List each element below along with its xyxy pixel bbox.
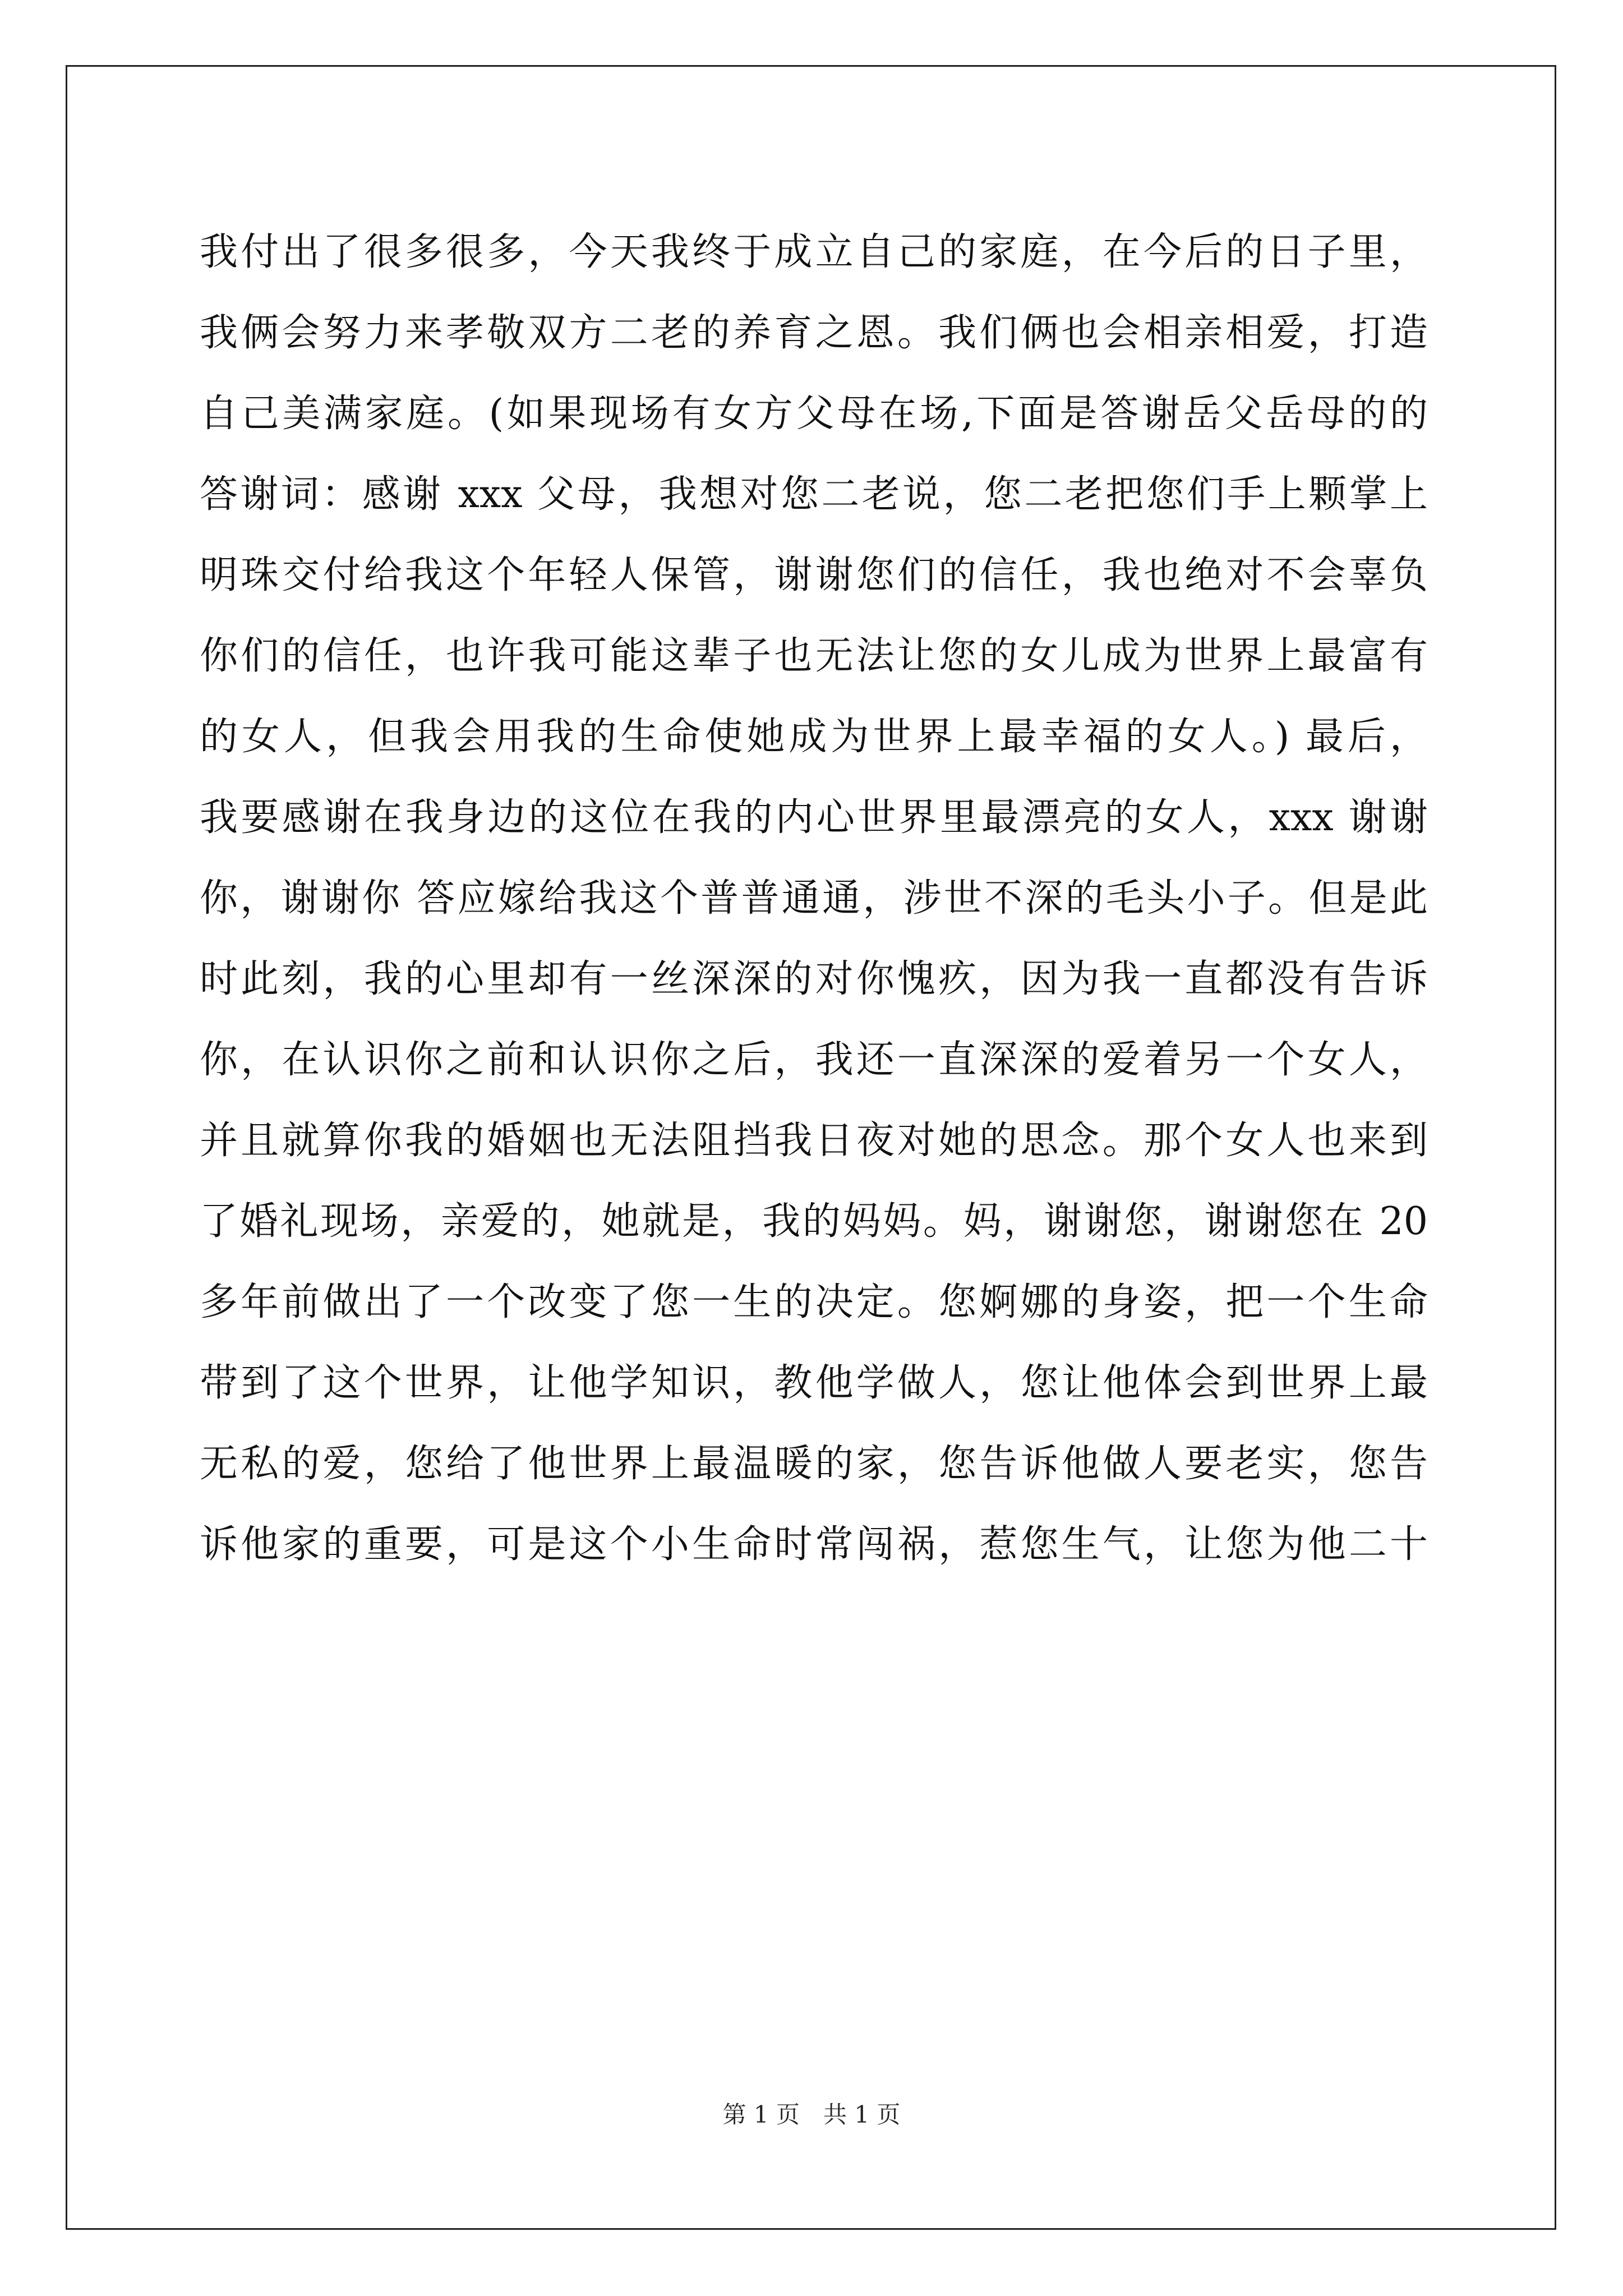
text-line: 你们的信任，也许我可能这辈子也无法让您的女儿成为世界上最富有: [200, 634, 1428, 678]
document-body: [200, 212, 1428, 1585]
text-line: 了婚礼现场，亲爱的，她就是，我的妈妈。妈，谢谢您，谢谢您在 20: [200, 1199, 1428, 1244]
text-line: 带到了这个世界，让他学知识，教他学做人，您让他体会到世界上最: [200, 1361, 1428, 1405]
text-line: 诉他家的重要，可是这个小生命时常闯祸，惹您生气，让您为他二十: [200, 1522, 1428, 1567]
text-line: 我俩会努力来孝敬双方二老的养育之恩。我们俩也会相亲相爱，打造: [200, 311, 1428, 355]
text-line: 多年前做出了一个改变了您一生的决定。您婀娜的身姿，把一个生命: [200, 1280, 1428, 1324]
text-line: 自己美满家庭。(如果现场有女方父母在场,下面是答谢岳父岳母的的: [200, 392, 1428, 436]
text-line: 的女人，但我会用我的生命使她成为世界上最幸福的女人。) 最后，: [200, 715, 1428, 759]
text-line: 你，谢谢你 答应嫁给我这个普普通通，涉世不深的毛头小子。但是此: [200, 876, 1428, 921]
text-line: 答谢词：感谢 xxx 父母，我想对您二老说，您二老把您们手上颗掌上: [200, 472, 1428, 517]
text-line: 并且就算你我的婚姻也无法阻挡我日夜对她的思念。那个女人也来到: [200, 1119, 1428, 1163]
text-line: 时此刻，我的心里却有一丝深深的对你愧疚，因为我一直都没有告诉: [200, 957, 1428, 1001]
text-line: 你，在认识你之前和认识你之后，我还一直深深的爱着另一个女人，: [200, 1038, 1428, 1082]
page-number-footer: 第 1 页 共 1 页: [722, 2101, 901, 2128]
text-line: 我付出了很多很多，今天我终于成立自己的家庭，在今后的日子里，: [200, 230, 1428, 274]
text-line: 我要感谢在我身边的这位在我的内心世界里最漂亮的女人，xxx 谢谢: [200, 795, 1428, 840]
text-line: 明珠交付给我这个年轻人保管，谢谢您们的信任，我也绝对不会辜负: [200, 553, 1428, 597]
text-line: 无私的爱，您给了他世界上最温暖的家，您告诉他做人要老实，您告: [200, 1442, 1428, 1486]
